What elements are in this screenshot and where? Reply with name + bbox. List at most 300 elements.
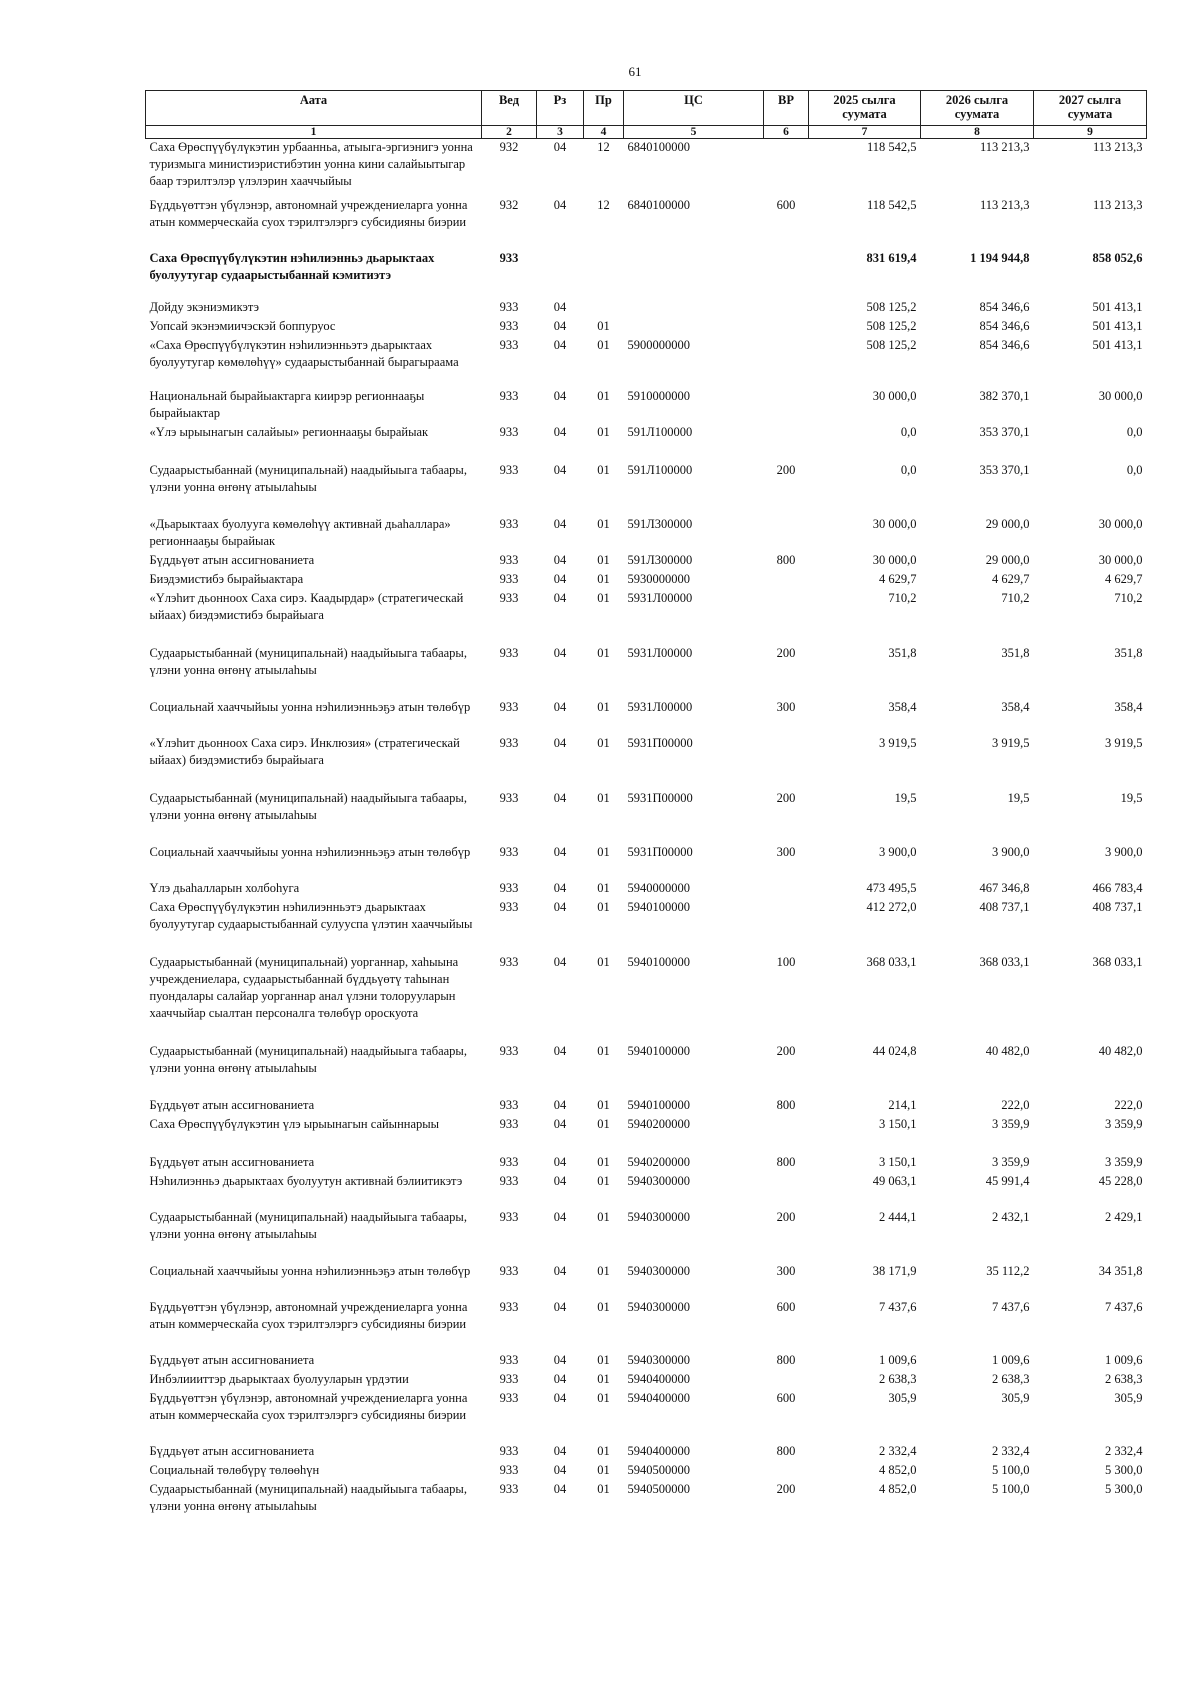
row-ved: 933 xyxy=(499,1390,519,1405)
row-pr: 01 xyxy=(597,1352,610,1367)
row-ved: 933 xyxy=(499,1299,519,1314)
row-vr xyxy=(764,388,809,424)
row-cs: 5931Л00000 xyxy=(627,590,693,605)
table-row xyxy=(146,1154,1147,1173)
table-row xyxy=(146,590,1147,645)
table-row xyxy=(146,735,1147,790)
row-vr: 800 xyxy=(776,1097,796,1112)
table-body xyxy=(146,139,1147,1517)
table-row xyxy=(146,462,1147,516)
row-name: Дойду экэниэмикэтэ xyxy=(149,299,259,314)
row-vr: 800 xyxy=(776,1154,796,1169)
row-rz: 04 xyxy=(553,140,567,154)
row-pr: 01 xyxy=(597,790,610,805)
row-2027: 2 332,4 xyxy=(1105,1443,1143,1458)
row-ved: 933 xyxy=(499,844,519,859)
row-2026: 854 346,6 xyxy=(979,337,1030,352)
row-rz: 04 xyxy=(553,516,567,531)
row-ved: 933 xyxy=(499,699,519,714)
row-rz: 04 xyxy=(553,699,567,714)
row-name: Бүддьүөт атын ассигнованиета xyxy=(149,1352,315,1367)
row-vr: 600 xyxy=(776,1299,796,1314)
row-vr xyxy=(764,1371,809,1390)
table-row xyxy=(146,337,1147,388)
row-cs: 5940300000 xyxy=(627,1209,690,1224)
row-2025: 508 125,2 xyxy=(866,318,917,333)
table-row xyxy=(146,1116,1147,1154)
row-pr: 01 xyxy=(597,462,610,477)
row-pr: 01 xyxy=(597,337,610,352)
row-2025: 4 629,7 xyxy=(879,571,917,586)
row-name: Бүддьүөт атын ассигнованиета xyxy=(149,1154,315,1169)
row-2026: 35 112,2 xyxy=(986,1263,1030,1278)
row-pr xyxy=(584,250,624,299)
row-2027: 7 437,6 xyxy=(1105,1299,1143,1314)
row-rz: 04 xyxy=(553,1263,567,1278)
row-2027: 0,0 xyxy=(1126,424,1143,439)
row-cs: 5940300000 xyxy=(627,1263,690,1278)
header-name: Аата xyxy=(146,91,482,126)
table-row xyxy=(146,388,1147,424)
row-2025: 0,0 xyxy=(900,424,917,439)
row-pr: 01 xyxy=(597,1299,610,1314)
row-pr: 01 xyxy=(597,1116,610,1131)
row-2027: 4 629,7 xyxy=(1105,571,1143,586)
row-vr: 600 xyxy=(776,197,796,212)
row-2026: 353 370,1 xyxy=(979,462,1030,477)
row-pr: 01 xyxy=(597,1263,610,1278)
row-2026: 353 370,1 xyxy=(979,424,1030,439)
row-2027: 466 783,4 xyxy=(1092,880,1143,895)
row-2027: 0,0 xyxy=(1126,462,1143,477)
row-name: Бүддьүөт атын ассигнованиета xyxy=(149,1097,315,1112)
row-rz: 04 xyxy=(553,462,567,477)
row-2026: 854 346,6 xyxy=(979,299,1030,314)
table-row xyxy=(146,552,1147,571)
row-2025: 38 171,9 xyxy=(872,1263,917,1278)
table-row xyxy=(146,645,1147,699)
row-2025: 3 900,0 xyxy=(879,844,917,859)
row-rz: 04 xyxy=(553,790,567,805)
row-2025: 473 495,5 xyxy=(866,880,917,895)
col-number: 3 xyxy=(537,126,584,139)
row-2025: 508 125,2 xyxy=(866,337,917,352)
row-vr: 300 xyxy=(776,1263,796,1278)
row-2025: 0,0 xyxy=(900,462,917,477)
row-2026: 3 900,0 xyxy=(992,844,1030,859)
row-name: Үлэ дьаһалларын холбоһуга xyxy=(149,880,300,895)
table-row xyxy=(146,318,1147,337)
row-2027: 3 919,5 xyxy=(1105,735,1143,750)
header-cs: ЦС xyxy=(624,91,764,126)
row-2026: 222,0 xyxy=(1001,1097,1030,1112)
table-row xyxy=(146,790,1147,844)
row-2025: 118 542,5 xyxy=(866,140,917,154)
row-ved: 933 xyxy=(499,552,519,567)
table-row xyxy=(146,1299,1147,1352)
row-2026: 5 100,0 xyxy=(992,1481,1030,1496)
row-2026: 113 213,3 xyxy=(979,140,1030,154)
row-vr: 800 xyxy=(776,1443,796,1458)
col-number: 4 xyxy=(584,126,624,139)
row-name: Социальнай төлөбүрү төлөөһүн xyxy=(149,1462,320,1477)
row-2027: 3 359,9 xyxy=(1105,1154,1143,1169)
row-cs: 5940100000 xyxy=(627,1043,690,1058)
row-vr xyxy=(764,250,809,299)
row-vr xyxy=(764,299,809,318)
row-ved: 933 xyxy=(499,337,519,352)
row-cs: 6840100000 xyxy=(627,197,690,212)
row-vr xyxy=(764,880,809,899)
row-cs: 591Л100000 xyxy=(627,462,693,477)
row-name: Биэдэмистибэ бырайыактара xyxy=(149,571,304,586)
row-rz: 04 xyxy=(553,299,567,314)
row-cs: 5940100000 xyxy=(627,954,690,969)
row-pr: 01 xyxy=(597,571,610,586)
row-2025: 351,8 xyxy=(888,645,917,660)
row-ved: 933 xyxy=(499,571,519,586)
table-row xyxy=(146,250,1147,299)
table-row xyxy=(146,899,1147,954)
row-2025: 19,5 xyxy=(894,790,917,805)
row-name: Саха Өрөспүүбүлүкэтин үлэ ырыынагын сайыннарыы xyxy=(149,1116,440,1131)
row-vr: 800 xyxy=(776,1352,796,1367)
row-vr xyxy=(764,139,809,197)
row-cs: 5940100000 xyxy=(627,899,690,914)
row-2026: 7 437,6 xyxy=(992,1299,1030,1314)
row-vr: 200 xyxy=(776,1481,796,1496)
row-2027: 2 429,1 xyxy=(1105,1209,1143,1224)
row-rz: 04 xyxy=(553,1481,567,1496)
row-2026: 467 346,8 xyxy=(979,880,1030,895)
row-2026: 5 100,0 xyxy=(992,1462,1030,1477)
row-ved: 933 xyxy=(499,250,519,265)
row-2027: 40 482,0 xyxy=(1098,1043,1143,1058)
row-cs: 5940000000 xyxy=(627,880,690,895)
row-2027: 113 213,3 xyxy=(1092,197,1143,212)
row-rz: 04 xyxy=(553,1371,567,1386)
row-2027: 30 000,0 xyxy=(1098,516,1143,531)
row-2026: 3 919,5 xyxy=(992,735,1030,750)
row-2027: 358,4 xyxy=(1114,699,1143,714)
row-2027: 858 052,6 xyxy=(1092,250,1143,265)
row-cs xyxy=(624,299,764,318)
table-row xyxy=(146,1462,1147,1481)
row-2025: 2 444,1 xyxy=(879,1209,917,1224)
table-row xyxy=(146,516,1147,552)
row-2027: 222,0 xyxy=(1114,1097,1143,1112)
row-vr xyxy=(764,590,809,645)
table-row xyxy=(146,1481,1147,1517)
row-ved: 933 xyxy=(499,1116,519,1131)
row-cs: 5931П00000 xyxy=(627,735,693,750)
row-ved: 933 xyxy=(499,1097,519,1112)
row-rz: 04 xyxy=(553,1043,567,1058)
row-cs: 5930000000 xyxy=(627,571,690,586)
row-vr xyxy=(764,1116,809,1154)
row-vr: 200 xyxy=(776,462,796,477)
table-row xyxy=(146,699,1147,735)
row-cs: 591Л300000 xyxy=(627,516,693,531)
row-ved: 933 xyxy=(499,462,519,477)
row-vr: 100 xyxy=(776,954,796,969)
row-2025: 30 000,0 xyxy=(872,388,917,403)
row-2025: 305,9 xyxy=(888,1390,917,1405)
row-2027: 30 000,0 xyxy=(1098,388,1143,403)
row-cs: 5940300000 xyxy=(627,1352,690,1367)
row-cs: 5940200000 xyxy=(627,1116,690,1131)
row-pr: 01 xyxy=(597,1209,610,1224)
row-name: Бүддьүөттэн үбүлэнэр, автономнай учреждениеларга уонна атын коммерческайа суох тэрилтэлэргэ субсидияны биэрии xyxy=(149,1390,468,1422)
row-ved: 933 xyxy=(499,388,519,403)
row-pr: 01 xyxy=(597,1390,610,1405)
row-cs: 5931Л00000 xyxy=(627,699,693,714)
row-rz: 04 xyxy=(553,1299,567,1314)
row-pr: 01 xyxy=(597,318,610,333)
row-2025: 710,2 xyxy=(888,590,917,605)
row-name: Саха Өрөспүүбүлүкэтин нэһилиэнньэ дьарыктаах буолуутугар судаарыстыбаннай кэмитиэтэ xyxy=(149,250,435,282)
row-2027: 305,9 xyxy=(1114,1390,1143,1405)
row-name: Саха Өрөспүүбүлүкэтин урбаанньа, атыыга-эргиэнигэ уонна туризмыга министиэристибэтин уонна кини салайыытыгар баар тэрилтэлэр үлэлэрин хааччыйыы xyxy=(149,140,473,188)
row-rz: 04 xyxy=(553,880,567,895)
row-name: Инбэлиииттэр дьарыктаах буолууларын үрдэтии xyxy=(149,1371,409,1386)
row-name: «Үлэһит дьонноох Саха сирэ. Каадырдар» (стратегическай ыйаах) биэдэмистибэ бырайыага xyxy=(149,590,464,622)
col-number: 9 xyxy=(1034,126,1147,139)
row-cs: 5940200000 xyxy=(627,1154,690,1169)
row-vr xyxy=(764,1462,809,1481)
row-rz xyxy=(537,250,584,299)
row-ved: 933 xyxy=(499,1462,519,1477)
table-row xyxy=(146,954,1147,1043)
table-row xyxy=(146,1371,1147,1390)
row-2027: 1 009,6 xyxy=(1105,1352,1143,1367)
header-2026: 2026 сылга суумата xyxy=(921,91,1034,126)
row-ved: 933 xyxy=(499,645,519,660)
row-pr: 01 xyxy=(597,1043,610,1058)
row-pr: 01 xyxy=(597,954,610,969)
row-vr: 200 xyxy=(776,790,796,805)
col-number: 1 xyxy=(146,126,482,139)
header-2025: 2025 сылга суумата xyxy=(809,91,921,126)
row-2026: 305,9 xyxy=(1001,1390,1030,1405)
table-row xyxy=(146,1352,1147,1371)
row-rz: 04 xyxy=(553,1390,567,1405)
row-ved: 932 xyxy=(499,197,519,212)
row-vr xyxy=(764,571,809,590)
row-pr: 01 xyxy=(597,552,610,567)
row-pr: 01 xyxy=(597,424,610,439)
header-pr: Пр xyxy=(584,91,624,126)
row-rz: 04 xyxy=(553,844,567,859)
row-name: Уопсай экэнэмиичэскэй боппуруос xyxy=(149,318,336,333)
budget-table xyxy=(145,90,1147,1517)
table-row xyxy=(146,1263,1147,1299)
row-pr: 01 xyxy=(597,1371,610,1386)
header-vr: ВР xyxy=(764,91,809,126)
table-row xyxy=(146,139,1147,197)
row-cs: 591Л300000 xyxy=(627,552,693,567)
row-cs: 5940500000 xyxy=(627,1481,690,1496)
row-rz: 04 xyxy=(553,1443,567,1458)
row-2027: 5 300,0 xyxy=(1105,1481,1143,1496)
row-rz: 04 xyxy=(553,197,567,212)
row-cs xyxy=(624,250,764,299)
row-2027: 34 351,8 xyxy=(1098,1263,1143,1278)
row-2027: 710,2 xyxy=(1114,590,1143,605)
row-vr xyxy=(764,516,809,552)
table-row xyxy=(146,1097,1147,1116)
row-2026: 3 359,9 xyxy=(992,1154,1030,1169)
row-2026: 2 638,3 xyxy=(992,1371,1030,1386)
row-vr: 300 xyxy=(776,699,796,714)
table-row xyxy=(146,299,1147,318)
row-2025: 3 150,1 xyxy=(879,1116,917,1131)
row-2027: 113 213,3 xyxy=(1092,140,1143,154)
row-ved: 933 xyxy=(499,424,519,439)
header-rz: Рз xyxy=(537,91,584,126)
row-name: Бүддьүөт атын ассигнованиета xyxy=(149,552,315,567)
row-2027: 45 228,0 xyxy=(1098,1173,1143,1188)
table-row xyxy=(146,1443,1147,1462)
row-rz: 04 xyxy=(553,424,567,439)
row-2026: 19,5 xyxy=(1007,790,1030,805)
row-name: Судаарыстыбаннай (муниципальнай) наадыйыыга табаары, үлэни уонна өҥөнү атыылаһыы xyxy=(149,1481,467,1513)
row-cs: 5940100000 xyxy=(627,1097,690,1112)
row-name: Судаарыстыбаннай (муниципальнай) наадыйыыга табаары, үлэни уонна өҥөнү атыылаһыы xyxy=(149,1209,467,1241)
table-row xyxy=(146,844,1147,880)
row-2027: 30 000,0 xyxy=(1098,552,1143,567)
row-name: Судаарыстыбаннай (муниципальнай) наадыйыыга табаары, үлэни уонна өҥөнү атыылаһыы xyxy=(149,645,467,677)
row-cs: 5931Л00000 xyxy=(627,645,693,660)
row-pr: 01 xyxy=(597,699,610,714)
row-rz: 04 xyxy=(553,1173,567,1188)
row-2025: 49 063,1 xyxy=(872,1173,917,1188)
row-name: Судаарыстыбаннай (муниципальнай) уорганнар, хаһыына учреждениелара, судаарыстыбаннай бүддьүөтү таһынан пуондалары салайар уорганнар анал үлэни толорууларын хааччыйар сыалтан персоналга төлөбүр ороскуота xyxy=(149,954,459,1020)
row-rz: 04 xyxy=(553,337,567,352)
row-2026: 358,4 xyxy=(1001,699,1030,714)
table-row xyxy=(146,1209,1147,1263)
row-2025: 4 852,0 xyxy=(879,1481,917,1496)
row-vr: 200 xyxy=(776,1209,796,1224)
row-2027: 19,5 xyxy=(1120,790,1143,805)
row-rz: 04 xyxy=(553,1116,567,1131)
row-cs xyxy=(624,318,764,337)
row-2027: 501 413,1 xyxy=(1092,337,1143,352)
row-rz: 04 xyxy=(553,388,567,403)
row-2027: 368 033,1 xyxy=(1092,954,1143,969)
row-name: Судаарыстыбаннай (муниципальнай) наадыйыыга табаары, үлэни уонна өҥөнү атыылаһыы xyxy=(149,790,467,822)
row-ved: 933 xyxy=(499,1352,519,1367)
row-vr xyxy=(764,424,809,462)
row-vr xyxy=(764,735,809,790)
row-2025: 358,4 xyxy=(888,699,917,714)
header-row xyxy=(146,91,1147,126)
row-name: «Дьарыктаах буолууга көмөлөһүү активнай дьаһаллара» регионнааҕы бырайыак xyxy=(149,516,451,548)
row-ved: 933 xyxy=(499,1263,519,1278)
row-2026: 2 332,4 xyxy=(992,1443,1030,1458)
row-pr: 01 xyxy=(597,880,610,895)
row-pr: 01 xyxy=(597,590,610,605)
row-cs: 5940300000 xyxy=(627,1173,690,1188)
row-ved: 933 xyxy=(499,590,519,605)
row-pr: 01 xyxy=(597,516,610,531)
row-pr: 01 xyxy=(597,1481,610,1496)
row-name: Нэһилиэнньэ дьарыктаах буолуутун активнай бэлиитикэтэ xyxy=(149,1173,463,1188)
row-name: «Саха Өрөспүүбүлүкэтин нэһилиэнньэтэ дьарыктаах буолуутугар көмөлөһүү» судаарыстыбаннай бырагыраама xyxy=(149,337,459,369)
row-2026: 351,8 xyxy=(1001,645,1030,660)
row-cs: 5940400000 xyxy=(627,1371,690,1386)
row-ved: 933 xyxy=(499,880,519,895)
row-2025: 2 332,4 xyxy=(879,1443,917,1458)
row-name: Судаарыстыбаннай (муниципальнай) наадыйыыга табаары, үлэни уонна өҥөнү атыылаһыы xyxy=(149,462,467,494)
row-rz: 04 xyxy=(553,590,567,605)
row-ved: 933 xyxy=(499,1154,519,1169)
row-2025: 2 638,3 xyxy=(879,1371,917,1386)
row-cs: 5931П00000 xyxy=(627,790,693,805)
row-2026: 2 432,1 xyxy=(992,1209,1030,1224)
row-ved: 933 xyxy=(499,1443,519,1458)
row-rz: 04 xyxy=(553,1209,567,1224)
row-name: Бүддьүөттэн үбүлэнэр, автономнай учреждениеларга уонна атын коммерческайа суох тэрилтэлэргэ субсидияны биэрии xyxy=(149,1299,468,1331)
row-2027: 3 900,0 xyxy=(1105,844,1143,859)
table-row xyxy=(146,197,1147,250)
row-2027: 5 300,0 xyxy=(1105,1462,1143,1477)
row-2025: 368 033,1 xyxy=(866,954,917,969)
row-name: «Үлэ ырыынагын салайыы» регионнааҕы бырайыак xyxy=(149,424,429,439)
row-rz: 04 xyxy=(553,899,567,914)
row-cs: 591Л100000 xyxy=(627,424,693,439)
row-rz: 04 xyxy=(553,571,567,586)
table-row xyxy=(146,1390,1147,1443)
col-number: 5 xyxy=(624,126,764,139)
row-name: «Үлэһит дьонноох Саха сирэ. Инклюзия» (стратегическай ыйаах) биэдэмистибэ бырайыага xyxy=(149,735,460,767)
row-cs: 5940400000 xyxy=(627,1443,690,1458)
row-pr: 01 xyxy=(597,899,610,914)
row-vr xyxy=(764,1173,809,1209)
row-vr: 300 xyxy=(776,844,796,859)
row-ved: 933 xyxy=(499,1173,519,1188)
col-number: 6 xyxy=(764,126,809,139)
row-2026: 40 482,0 xyxy=(985,1043,1030,1058)
row-rz: 04 xyxy=(553,1462,567,1477)
row-name: Национальнай бырайыактарга киирэр регионнааҕы бырайыактар xyxy=(149,388,425,420)
row-pr: 01 xyxy=(597,735,610,750)
col-number: 8 xyxy=(921,126,1034,139)
row-2025: 44 024,8 xyxy=(872,1043,917,1058)
row-vr: 800 xyxy=(776,552,796,567)
row-ved: 933 xyxy=(499,318,519,333)
table-row xyxy=(146,571,1147,590)
row-pr: 01 xyxy=(597,1154,610,1169)
row-2027: 501 413,1 xyxy=(1092,299,1143,314)
row-cs: 5940300000 xyxy=(627,1299,690,1314)
row-ved: 933 xyxy=(499,1481,519,1496)
row-2026: 29 000,0 xyxy=(985,552,1030,567)
page-number: 61 xyxy=(628,64,642,79)
row-ved: 933 xyxy=(499,1371,519,1386)
row-pr: 01 xyxy=(597,1097,610,1112)
row-2026: 710,2 xyxy=(1001,590,1030,605)
table-row xyxy=(146,1043,1147,1097)
row-cs: 5940400000 xyxy=(627,1390,690,1405)
row-2025: 508 125,2 xyxy=(866,299,917,314)
row-ved: 933 xyxy=(499,299,519,314)
row-name: Социальнай хааччыйыы уонна нэһилиэнньэҕэ атын төлөбүр xyxy=(149,1263,471,1278)
row-vr xyxy=(764,318,809,337)
row-2025: 4 852,0 xyxy=(879,1462,917,1477)
row-rz: 04 xyxy=(553,1352,567,1367)
row-rz: 04 xyxy=(553,735,567,750)
